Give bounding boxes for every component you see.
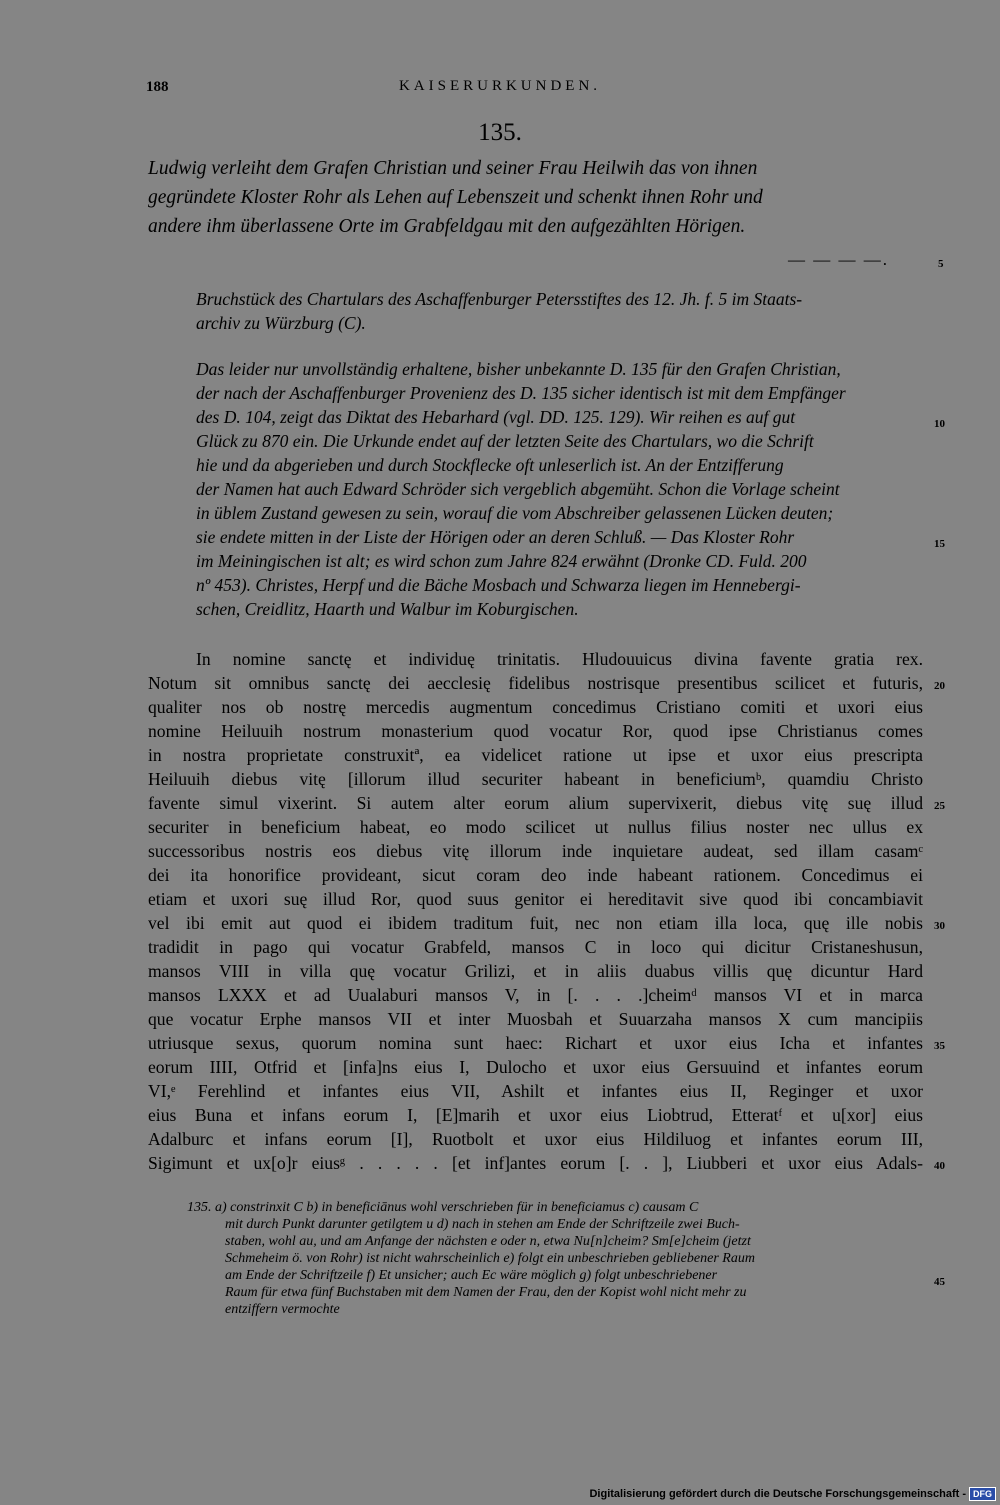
line-number: 20 — [934, 680, 945, 692]
text-line: que vocatur Erphe mansos VII et inter Muosbah et Suuarzaha mansos X cum mancipiis — [148, 1009, 923, 1029]
text-line: In nomine sanctę et individuę trinitatis. Hludouuicus divina favente gratia rex. — [196, 649, 923, 669]
footnote-line: Schmeheim ö. von Rohr) ist nicht wahrscheinlich e) folgt ein unbeschrieben gebliebener Raum — [225, 1251, 755, 1266]
line-number: 5 — [938, 258, 944, 270]
footnote-line: Raum für etwa fünf Buchstaben mit dem Namen der Frau, den der Kopist wohl nicht mehr zu — [225, 1285, 747, 1300]
footnote-line: staben, wohl au, und am Anfange der nächsten e oder n, etwa Nu[n]cheim? Sm[e]cheim (jetzt — [225, 1234, 751, 1249]
text-line: qualiter nos ob nostrę mercedis augmentum concedimus Cristiano comiti et uxori eius — [148, 697, 923, 717]
source-line: Bruchstück des Chartulars des Aschaffenburger Petersstiftes des 12. Jh. f. 5 im Staats- — [196, 289, 803, 309]
text-line: Notum sit omnibus sanctę dei aecclesię fidelibus nostrisque presentibus scilicet et futuris, — [148, 673, 923, 693]
footnote-line: am Ende der Schriftzeile f) Et unsicher; auch Ec wäre möglich g) folgt unbeschriebener — [225, 1268, 718, 1283]
text-line: in nostra proprietate construxitª, ea videlicet ratione ut ipse et uxor eius prescripta — [148, 745, 923, 765]
text-line: tradidit in pago qui vocatur Grabfeld, mansos C in loco qui dicitur Cristaneshusun, — [148, 937, 923, 957]
line-number: 15 — [934, 538, 945, 550]
line-number: 40 — [934, 1160, 945, 1172]
text-line: vel ibi emit aut quod ei ibidem traditum fuit, nec non etiam illa loca, quę ille nobis — [148, 913, 923, 933]
footnote-line: mit durch Punkt darunter getilgtem u d) nach in stehen am Ende der Schriftzeile zwei Buch- — [225, 1217, 740, 1232]
summary-line: gegründete Kloster Rohr als Lehen auf Lebenszeit und schenkt ihnen Rohr und — [148, 187, 763, 208]
source-line: archiv zu Würzburg (C). — [196, 313, 366, 333]
text-line: eius Buna et infans eorum I, [E]marih et uxor eius Liobtrud, Etteratᶠ et u[xor] eius — [148, 1105, 923, 1125]
commentary-line: der nach der Aschaffenburger Provenienz des D. 135 sicher identisch ist mit dem Empfänger — [196, 383, 846, 403]
commentary-line: sie endete mitten in der Liste der Hörigen oder an deren Schluß. — Das Kloster Rohr — [196, 527, 795, 547]
commentary-line: schen, Creidlitz, Haarth und Walbur im Koburgischen. — [196, 599, 579, 619]
funding-footer — [589, 1487, 996, 1501]
footnote-line: entziffern vermochte — [225, 1302, 340, 1317]
footer-text: Digitalisierung gefördert durch die Deutsche Forschungsgemeinschaft - — [589, 1488, 966, 1500]
footnote-line: 135. a) constrinxit C b) in beneficiānus wohl verschrieben für in beneficiamus c) causam C — [187, 1200, 699, 1215]
text-line: VI,ᵉ Ferehlind et infantes eius VII, Ashilt et infantes eius II, Reginger et uxor — [148, 1081, 923, 1101]
line-number: 45 — [934, 1276, 945, 1288]
line-number: 25 — [934, 800, 945, 812]
commentary-line: hie und da abgerieben und durch Stockflecke oft unleserlich ist. An der Entzifferung — [196, 455, 784, 475]
summary-line: Ludwig verleiht dem Grafen Christian und seiner Frau Heilwih das von ihnen — [148, 158, 758, 179]
text-line: etiam et uxori suę illud Ror, quod suus genitor ei hereditavit sive quod ibi concambiavit — [148, 889, 923, 909]
commentary-line: des D. 104, zeigt das Diktat des Hebarhard (vgl. DD. 125. 129). Wir reihen es auf gut — [196, 407, 796, 427]
commentary-line: Glück zu 870 ein. Die Urkunde endet auf der letzten Seite des Chartulars, wo die Schrift — [196, 431, 814, 451]
document-number: 135. — [478, 119, 522, 146]
running-title: KAISERURKUNDEN. — [398, 78, 602, 94]
commentary-line: im Meiningischen ist alt; es wird schon zum Jahre 824 erwähnt (Dronke CD. Fuld. 200 — [196, 551, 807, 571]
text-line: securiter in beneficium habeat, eo modo scilicet ut nullus filius noster nec ullus ex — [148, 817, 923, 837]
commentary-line: nº 453). Christes, Herpf und die Bäche Mosbach und Schwarza liegen im Hennebergi- — [196, 575, 801, 595]
commentary-line: in üblem Zustand gewesen zu sein, worauf die vom Abschreiber gelassenen Lücken deuten; — [196, 503, 834, 523]
text-line: dei ita honorifice provideant, sicut coram deo inde habeant rationem. Concedimus ei — [148, 865, 923, 885]
text-line: nomine Heiluuih nostrum monasterium quod vocatur Ror, quod ipse Christianus comes — [148, 721, 923, 741]
text-line: Adalburc et infans eorum [I], Ruotbolt et uxor eius Hildiluog et infantes eorum III, — [148, 1129, 923, 1149]
text-line: Heiluuih diebus vitę [illorum illud securiter habeant in beneficiumᵇ, quamdiu Christo — [148, 769, 923, 789]
page-number: 188 — [146, 79, 169, 95]
line-number: 10 — [934, 418, 945, 430]
line-number: 30 — [934, 920, 945, 932]
line-number: 35 — [934, 1040, 945, 1052]
text-line: successoribus nostris eos diebus vitę illorum inde inquietare audeat, sed illam casamᶜ — [148, 841, 923, 861]
commentary-line: Das leider nur unvollständig erhaltene, bisher unbekannte D. 135 für den Grafen Christian, — [196, 359, 841, 379]
commentary-line: der Namen hat auch Edward Schröder sich vergeblich abgemüht. Schon die Vorlage scheint — [196, 479, 840, 499]
summary-line: andere ihm überlassene Orte im Grabfeldgau mit den aufgezählten Hörigen. — [148, 216, 746, 237]
text-line: eorum IIII, Otfrid et [infa]ns eius I, Dulocho et uxor eius Gersuuind et infantes eorum — [148, 1057, 923, 1077]
text-line: Sigimunt et ux[o]r eiusᵍ . . . . . [et inf]antes eorum [. . ], Liubberi et uxor eius Adals- — [148, 1153, 923, 1173]
text-line: mansos LXXX et ad Uualaburi mansos V, in [. . . .]cheimᵈ mansos VI et in marca — [148, 985, 923, 1005]
text-line: favente simul vixerint. Si autem alter eorum alium supervixerit, diebus vitę suę illud — [148, 793, 923, 813]
date-placeholder: — — — —. — [788, 250, 889, 269]
text-line: utriusque sexus, quorum nomina sunt haec: Richart et uxor eius Icha et infantes — [148, 1033, 923, 1053]
text-line: mansos VIII in villa quę vocatur Grilizi, et in aliis duabus villis quę dicuntur Hard — [148, 961, 923, 981]
dfg-logo: DFG — [969, 1487, 996, 1501]
